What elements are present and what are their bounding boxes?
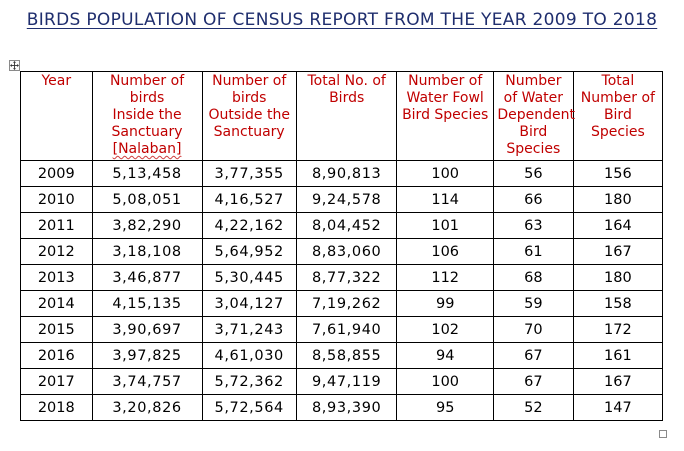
header-inside-sanctuary <box>92 72 202 161</box>
cell-waterfowl: 101 <box>397 213 493 239</box>
cell-total: 9,24,578 <box>296 187 397 213</box>
cell-outside: 5,64,952 <box>202 239 296 265</box>
cell-inside: 3,97,825 <box>92 343 202 369</box>
cell-total: 7,61,940 <box>296 317 397 343</box>
cell-outside: 5,72,362 <box>202 369 296 395</box>
cell-inside: 3,74,757 <box>92 369 202 395</box>
cell-total-species: 158 <box>573 291 662 317</box>
cell-total: 8,90,813 <box>296 161 397 187</box>
table-row <box>21 265 663 291</box>
cell-water-dependent: 59 <box>493 291 573 317</box>
cell-inside: 5,13,458 <box>92 161 202 187</box>
cell-total-species: 164 <box>573 213 662 239</box>
header-year: Year <box>21 72 93 161</box>
cell-outside: 5,30,445 <box>202 265 296 291</box>
cell-outside: 3,71,243 <box>202 317 296 343</box>
cell-water-dependent: 52 <box>493 395 573 421</box>
cell-total-species: 180 <box>573 265 662 291</box>
cell-total: 8,04,452 <box>296 213 397 239</box>
cell-outside: 3,04,127 <box>202 291 296 317</box>
cell-water-dependent: 56 <box>493 161 573 187</box>
cell-total-species: 180 <box>573 187 662 213</box>
cell-water-dependent: 68 <box>493 265 573 291</box>
table-row <box>21 343 663 369</box>
cell-total: 8,58,855 <box>296 343 397 369</box>
cell-total: 7,19,262 <box>296 291 397 317</box>
cell-year: 2018 <box>21 395 93 421</box>
table-resize-handle-icon[interactable] <box>659 430 667 438</box>
cell-total-species: 167 <box>573 369 662 395</box>
cell-inside: 3,90,697 <box>92 317 202 343</box>
cell-year: 2009 <box>21 161 93 187</box>
table-row <box>21 239 663 265</box>
cell-waterfowl: 95 <box>397 395 493 421</box>
cell-outside: 4,22,162 <box>202 213 296 239</box>
cell-water-dependent: 63 <box>493 213 573 239</box>
cell-inside: 3,18,108 <box>92 239 202 265</box>
cell-total-species: 161 <box>573 343 662 369</box>
cell-waterfowl: 100 <box>397 161 493 187</box>
table-row <box>21 395 663 421</box>
header-outside-sanctuary: Number of birds Outside the Sanctuary <box>202 72 296 161</box>
table-row <box>21 317 663 343</box>
header-row <box>21 72 663 161</box>
table-row <box>21 161 663 187</box>
cell-total-species: 167 <box>573 239 662 265</box>
cell-total: 9,47,119 <box>296 369 397 395</box>
cell-inside: 5,08,051 <box>92 187 202 213</box>
cell-total-species: 147 <box>573 395 662 421</box>
cell-outside: 3,77,355 <box>202 161 296 187</box>
cell-total: 8,93,390 <box>296 395 397 421</box>
cell-waterfowl: 100 <box>397 369 493 395</box>
header-waterfowl-species: Number of Water Fowl Bird Species <box>397 72 493 161</box>
header-inside-bracket: [Nalaban] <box>112 141 182 157</box>
cell-water-dependent: 61 <box>493 239 573 265</box>
header-total-birds: Total No. of Birds <box>296 72 397 161</box>
cell-water-dependent: 67 <box>493 343 573 369</box>
cell-year: 2017 <box>21 369 93 395</box>
cell-year: 2013 <box>21 265 93 291</box>
cell-waterfowl: 94 <box>397 343 493 369</box>
cell-waterfowl: 114 <box>397 187 493 213</box>
cell-water-dependent: 67 <box>493 369 573 395</box>
table-row <box>21 369 663 395</box>
cell-outside: 4,16,527 <box>202 187 296 213</box>
cell-inside: 3,46,877 <box>92 265 202 291</box>
cell-inside: 3,82,290 <box>92 213 202 239</box>
cell-water-dependent: 70 <box>493 317 573 343</box>
cell-year: 2010 <box>21 187 93 213</box>
table-row <box>21 213 663 239</box>
cell-waterfowl: 99 <box>397 291 493 317</box>
page-title: BIRDS POPULATION OF CENSUS REPORT FROM THE YEAR 2009 TO 2018 <box>26 10 658 30</box>
header-inside-label: Number of birds Inside the Sanctuary <box>109 73 185 140</box>
cell-year: 2012 <box>21 239 93 265</box>
header-total-species: Total Number of Bird Species <box>573 72 662 161</box>
table-row <box>21 187 663 213</box>
cell-year: 2016 <box>21 343 93 369</box>
cell-year: 2011 <box>21 213 93 239</box>
cell-waterfowl: 106 <box>397 239 493 265</box>
cell-inside: 4,15,135 <box>92 291 202 317</box>
cell-total-species: 156 <box>573 161 662 187</box>
cell-total: 8,83,060 <box>296 239 397 265</box>
cell-inside: 3,20,826 <box>92 395 202 421</box>
census-table <box>20 71 663 421</box>
cell-outside: 5,72,564 <box>202 395 296 421</box>
cell-total: 8,77,322 <box>296 265 397 291</box>
table-row <box>21 291 663 317</box>
cell-water-dependent: 66 <box>493 187 573 213</box>
cell-year: 2014 <box>21 291 93 317</box>
table-move-handle-icon[interactable] <box>9 60 20 71</box>
cell-outside: 4,61,030 <box>202 343 296 369</box>
cell-year: 2015 <box>21 317 93 343</box>
cell-total-species: 172 <box>573 317 662 343</box>
cell-waterfowl: 102 <box>397 317 493 343</box>
cell-waterfowl: 112 <box>397 265 493 291</box>
header-water-dependent-species: Number of Water Dependent Bird Species <box>493 72 573 161</box>
